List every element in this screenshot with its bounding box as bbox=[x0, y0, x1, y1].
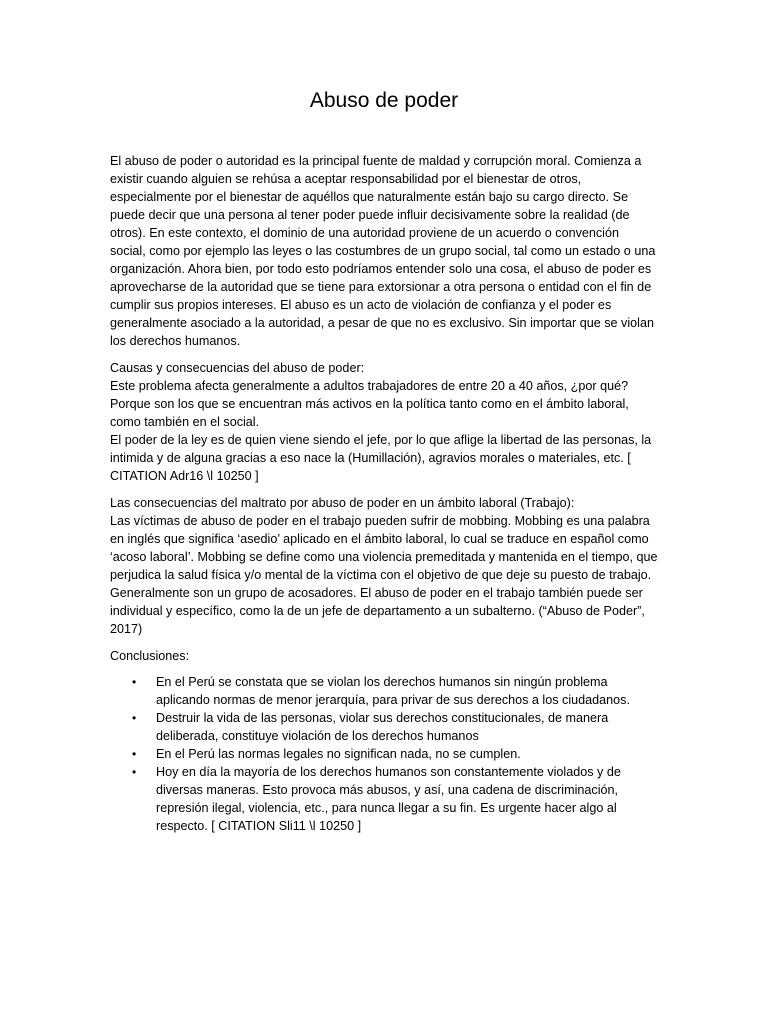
bullet-icon: • bbox=[132, 747, 137, 761]
list-item-text: Destruir la vida de las personas, violar sus derechos constitucionales, de manera deliberada, constituye violación de los derechos humanos bbox=[156, 711, 609, 743]
causes-heading: Causas y consecuencias del abuso de poder: bbox=[110, 361, 365, 375]
consequences-paragraph: Las víctimas de abuso de poder en el trabajo pueden sufrir de mobbing. Mobbing es una palabra en inglés que significa ‘asedio’ aplicado en el ámbito laboral, lo cual se traduce en español como ‘acoso laboral’. Mobbing se define como una violencia premeditada y mantenida en el tiempo, que perjudica la salud física y/o mental de la víctima con el objetivo de que deje su puesto de trabajo. Generalmente son un grupo de acosadores. El abuso de poder en el trabajo también puede ser individual y específico, como la de un jefe de departamento a un subalterno. (“Abuso de Poder”, 2017) bbox=[110, 514, 658, 636]
causes-paragraph: El poder de la ley es de quien viene siendo el jefe, por lo que aflige la libertad de las personas, la intimida y de alguna gracias a eso nace la (Humillación), agravios morales o materiales, etc. [ CITATION Adr16 \l 10250 ] bbox=[110, 433, 652, 483]
list-item bbox=[132, 763, 658, 835]
document-title: Abuso de poder bbox=[309, 89, 459, 112]
list-item bbox=[132, 709, 658, 745]
conclusions-list bbox=[110, 673, 658, 835]
list-item bbox=[132, 745, 658, 763]
list-item-text: En el Perú se constata que se violan los derechos humanos sin ningún problema aplicando normas de menor jerarquía, para privar de sus derechos a los ciudadanos. bbox=[156, 675, 630, 707]
intro-paragraph: El abuso de poder o autoridad es la principal fuente de maldad y corrupción moral. Comienza a existir cuando alguien se rehúsa a aceptar responsabilidad por el bienestar de otros, especialmente por el bienestar de aquéllos que naturalmente están bajo su cargo directo. Se puede decir que una persona al tener poder puede influir decisivamente sobre la realidad (de otros). En este contexto, el dominio de una autoridad proviene de un acuerdo o convención social, como por ejemplo las leyes o las costumbres de un grupo social, tal como un estado o una organización. Ahora bien, por todo esto podríamos entender solo una cosa, el abuso de poder es aprovecharse de la autoridad que se tiene para extorsionar a otra persona o entidad con el fin de cumplir sus propios intereses. El abuso es un acto de violación de confianza y el poder es generalmente asociado a la autoridad, a pesar de que no es exclusivo. Sin importar que se violan los derechos humanos. bbox=[110, 154, 656, 348]
document-body bbox=[110, 152, 658, 835]
bullet-icon: • bbox=[132, 765, 137, 779]
causes-paragraph: Este problema afecta generalmente a adultos trabajadores de entre 20 a 40 años, ¿por qué? Porque son los que se encuentran más activos en la política tanto como en el ámbito laboral, como también en el social. bbox=[110, 379, 629, 429]
bullet-icon: • bbox=[132, 675, 137, 689]
bullet-icon: • bbox=[132, 711, 137, 725]
consequences-heading: Las consecuencias del maltrato por abuso de poder en un ámbito laboral (Trabajo): bbox=[110, 496, 575, 510]
list-item bbox=[132, 673, 658, 709]
list-item-text: Hoy en día la mayoría de los derechos humanos son constantemente violados y de diversas maneras. Esto provoca más abusos, y así, una cadena de discriminación, represión ilegal, violencia, etc., para nunca llegar a su fin. Es urgente hacer algo al respecto. [ CITATION Sli11 \l 10250 ] bbox=[156, 765, 621, 833]
conclusions-heading: Conclusiones: bbox=[110, 649, 190, 663]
list-item-text: En el Perú las normas legales no significan nada, no se cumplen. bbox=[156, 747, 521, 761]
